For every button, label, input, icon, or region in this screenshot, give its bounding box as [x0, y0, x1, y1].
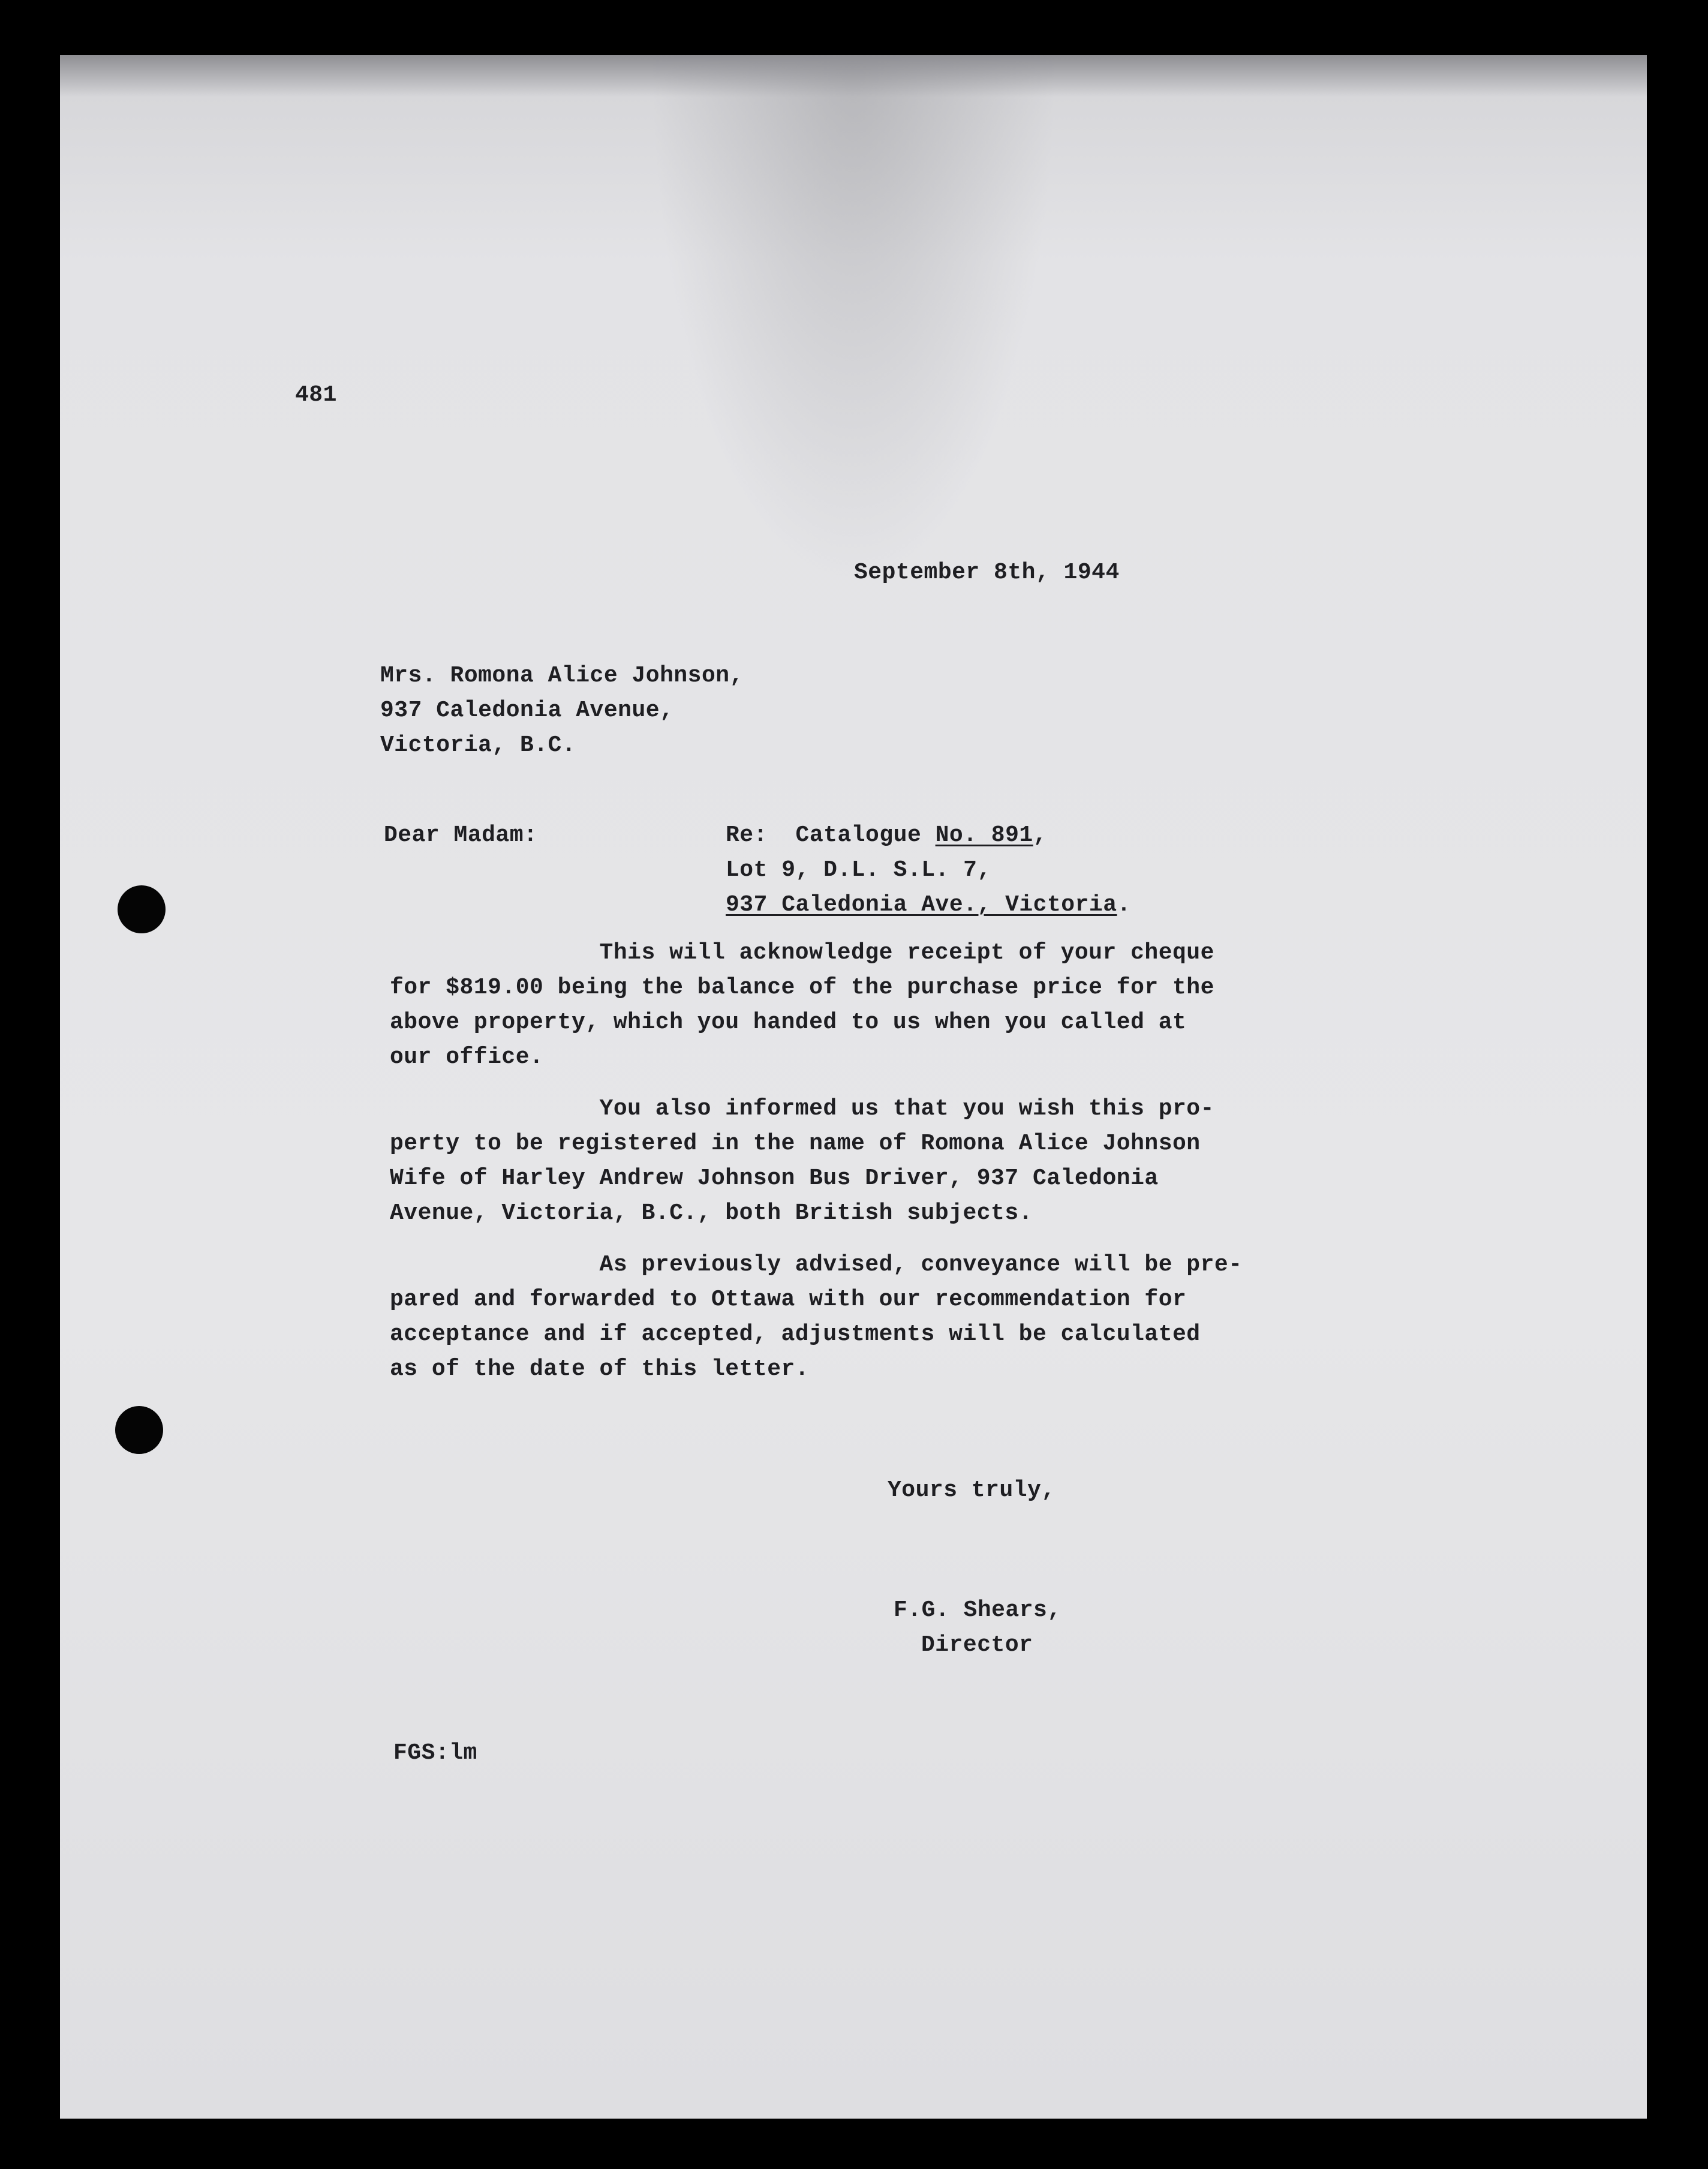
paragraph-1 — [390, 936, 1214, 1075]
signer-name: F.G. Shears, — [894, 1597, 1062, 1623]
paragraph-2 — [390, 1092, 1214, 1231]
paragraph-line: for $819.00 being the balance of the purchase price for the — [390, 975, 1214, 1001]
recipient-street: 937 Caledonia Avenue, — [380, 698, 674, 723]
reference-catalogue-number: No. 891 — [935, 822, 1033, 848]
paragraph-3 — [390, 1248, 1243, 1387]
paragraph-line: As previously advised, conveyance will be pre- — [390, 1252, 1243, 1278]
closing: Yours truly, — [888, 1477, 1056, 1503]
paragraph-line: perty to be registered in the name of Romona Alice Johnson — [390, 1131, 1201, 1156]
reference-line-lot: Lot 9, D.L. S.L. 7, — [726, 857, 991, 883]
recipient-name: Mrs. Romona Alice Johnson, — [380, 663, 744, 689]
letter-page — [60, 55, 1647, 2119]
page-number: 481 — [295, 382, 337, 408]
signer-title: Director — [921, 1632, 1033, 1658]
letter-date: September 8th, 1944 — [854, 560, 1120, 585]
reference-block — [726, 818, 1131, 923]
salutation: Dear Madam: — [384, 822, 538, 848]
typist-initials: FGS:lm — [393, 1740, 477, 1766]
paragraph-line: as of the date of this letter. — [390, 1356, 810, 1382]
reference-line-catalogue: Re: Catalogue No. 891, — [726, 822, 1048, 848]
reference-line-address: 937 Caledonia Ave., Victoria. — [726, 892, 1131, 918]
punch-hole-upper — [118, 885, 166, 933]
paragraph-line: Avenue, Victoria, B.C., both British subjects. — [390, 1200, 1033, 1226]
reference-catalogue-prefix: Catalogue — [795, 822, 936, 848]
reference-label: Re: — [726, 822, 768, 848]
paragraph-line: This will acknowledge receipt of your cheque — [390, 940, 1214, 966]
paragraph-line: our office. — [390, 1044, 544, 1070]
scan-shadow — [60, 55, 1647, 97]
recipient-city: Victoria, B.C. — [380, 732, 576, 758]
paragraph-line: Wife of Harley Andrew Johnson Bus Driver, 937 Caledonia — [390, 1165, 1159, 1191]
paragraph-line: pared and forwarded to Ottawa with our recommendation for — [390, 1287, 1187, 1312]
paragraph-line: acceptance and if accepted, adjustments will be calculated — [390, 1321, 1201, 1347]
paragraph-line: above property, which you handed to us when you called at — [390, 1010, 1187, 1035]
signature-block — [894, 1593, 1062, 1663]
reference-address: 937 Caledonia Ave., Victoria — [726, 892, 1117, 918]
punch-hole-lower — [115, 1406, 163, 1454]
recipient-address — [380, 659, 744, 763]
paragraph-line: You also informed us that you wish this pro- — [390, 1096, 1214, 1122]
